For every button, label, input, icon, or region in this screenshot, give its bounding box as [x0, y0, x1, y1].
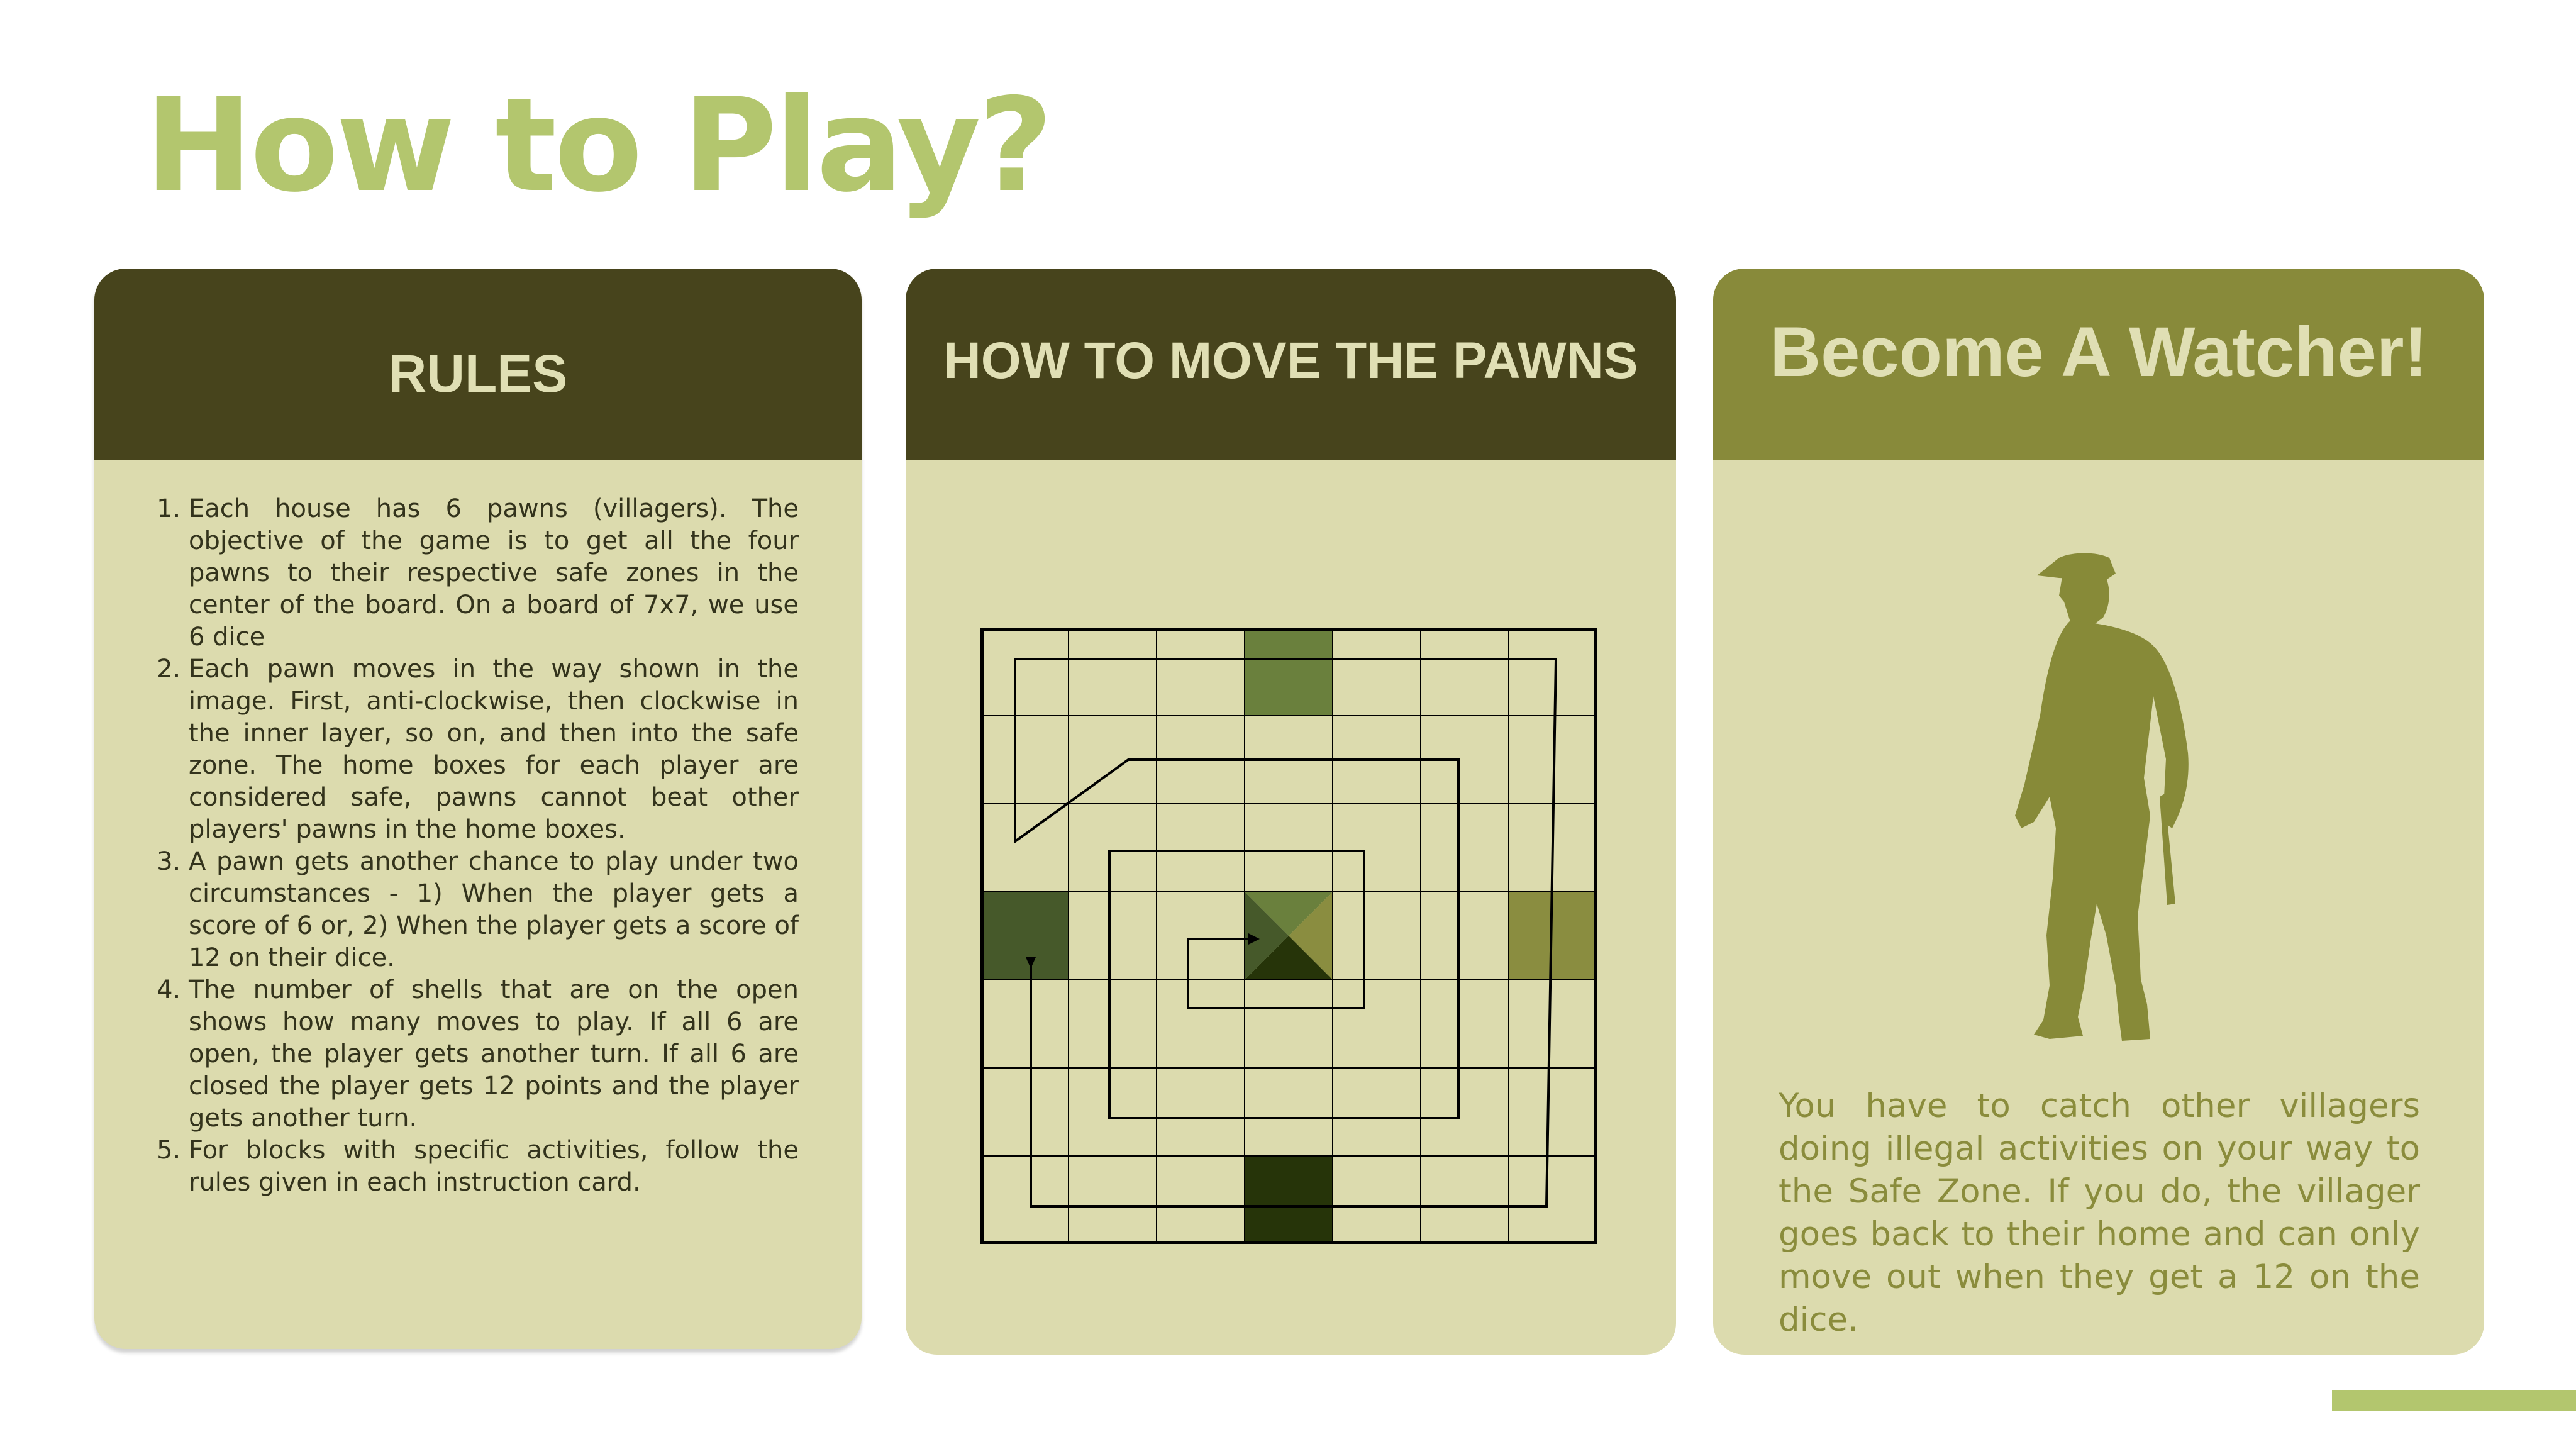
- accent-bar: [2332, 1390, 2576, 1411]
- soldier-silhouette-icon: [1996, 552, 2210, 1048]
- rule-item: 3. A pawn gets another chance to play under two circumstances - 1) When the player gets a score of 6 or, 2) When the player gets a score of 12 on their dice.: [189, 846, 799, 974]
- home-box-left: [980, 892, 1069, 980]
- move-pawns-card: [906, 269, 1676, 1355]
- home-box-top: [1245, 628, 1333, 716]
- watcher-description: You have to catch other villagers doing illegal activities on your way to the Safe Zone. If you do, the villager goes back to their home and can only move out when they get a 12 on the dice.: [1779, 1087, 2420, 1339]
- rule-item: 1. Each house has 6 pawns (villagers). The objective of the game is to get all the four pawns to their respective safe zones in the center of the board. On a board of 7x7, we use 6 dice: [189, 493, 799, 653]
- safe-zone-center: [1245, 892, 1333, 980]
- watcher-card: [1713, 269, 2484, 1355]
- rules-card-heading: RULES: [94, 269, 862, 460]
- rule-item: 2. Each pawn moves in the way shown in the image. First, anti-clockwise, then clockwise in the inner layer, so on, and then into the safe zone. The home boxes for each player are considered safe, pawns cannot beat other players' pawns in the home boxes.: [189, 653, 799, 846]
- rule-item: 5. For blocks with specific activities, follow the rules given in each instruction card.: [189, 1135, 799, 1199]
- pawn-movement-board: [980, 628, 1597, 1244]
- home-box-bottom: [1245, 1156, 1333, 1244]
- page-title: How to Play?: [145, 71, 1051, 221]
- rules-card: [94, 269, 862, 1349]
- move-pawns-card-heading: HOW TO MOVE THE PAWNS: [906, 269, 1676, 460]
- rule-item: 4. The number of shells that are on the open shows how many moves to play. If all 6 are open, the player gets another turn. If all 6 are closed the player gets 12 points and the player gets another turn.: [189, 974, 799, 1135]
- rules-list: [156, 493, 799, 1199]
- watcher-card-heading: Become A Watcher!: [1713, 269, 2484, 460]
